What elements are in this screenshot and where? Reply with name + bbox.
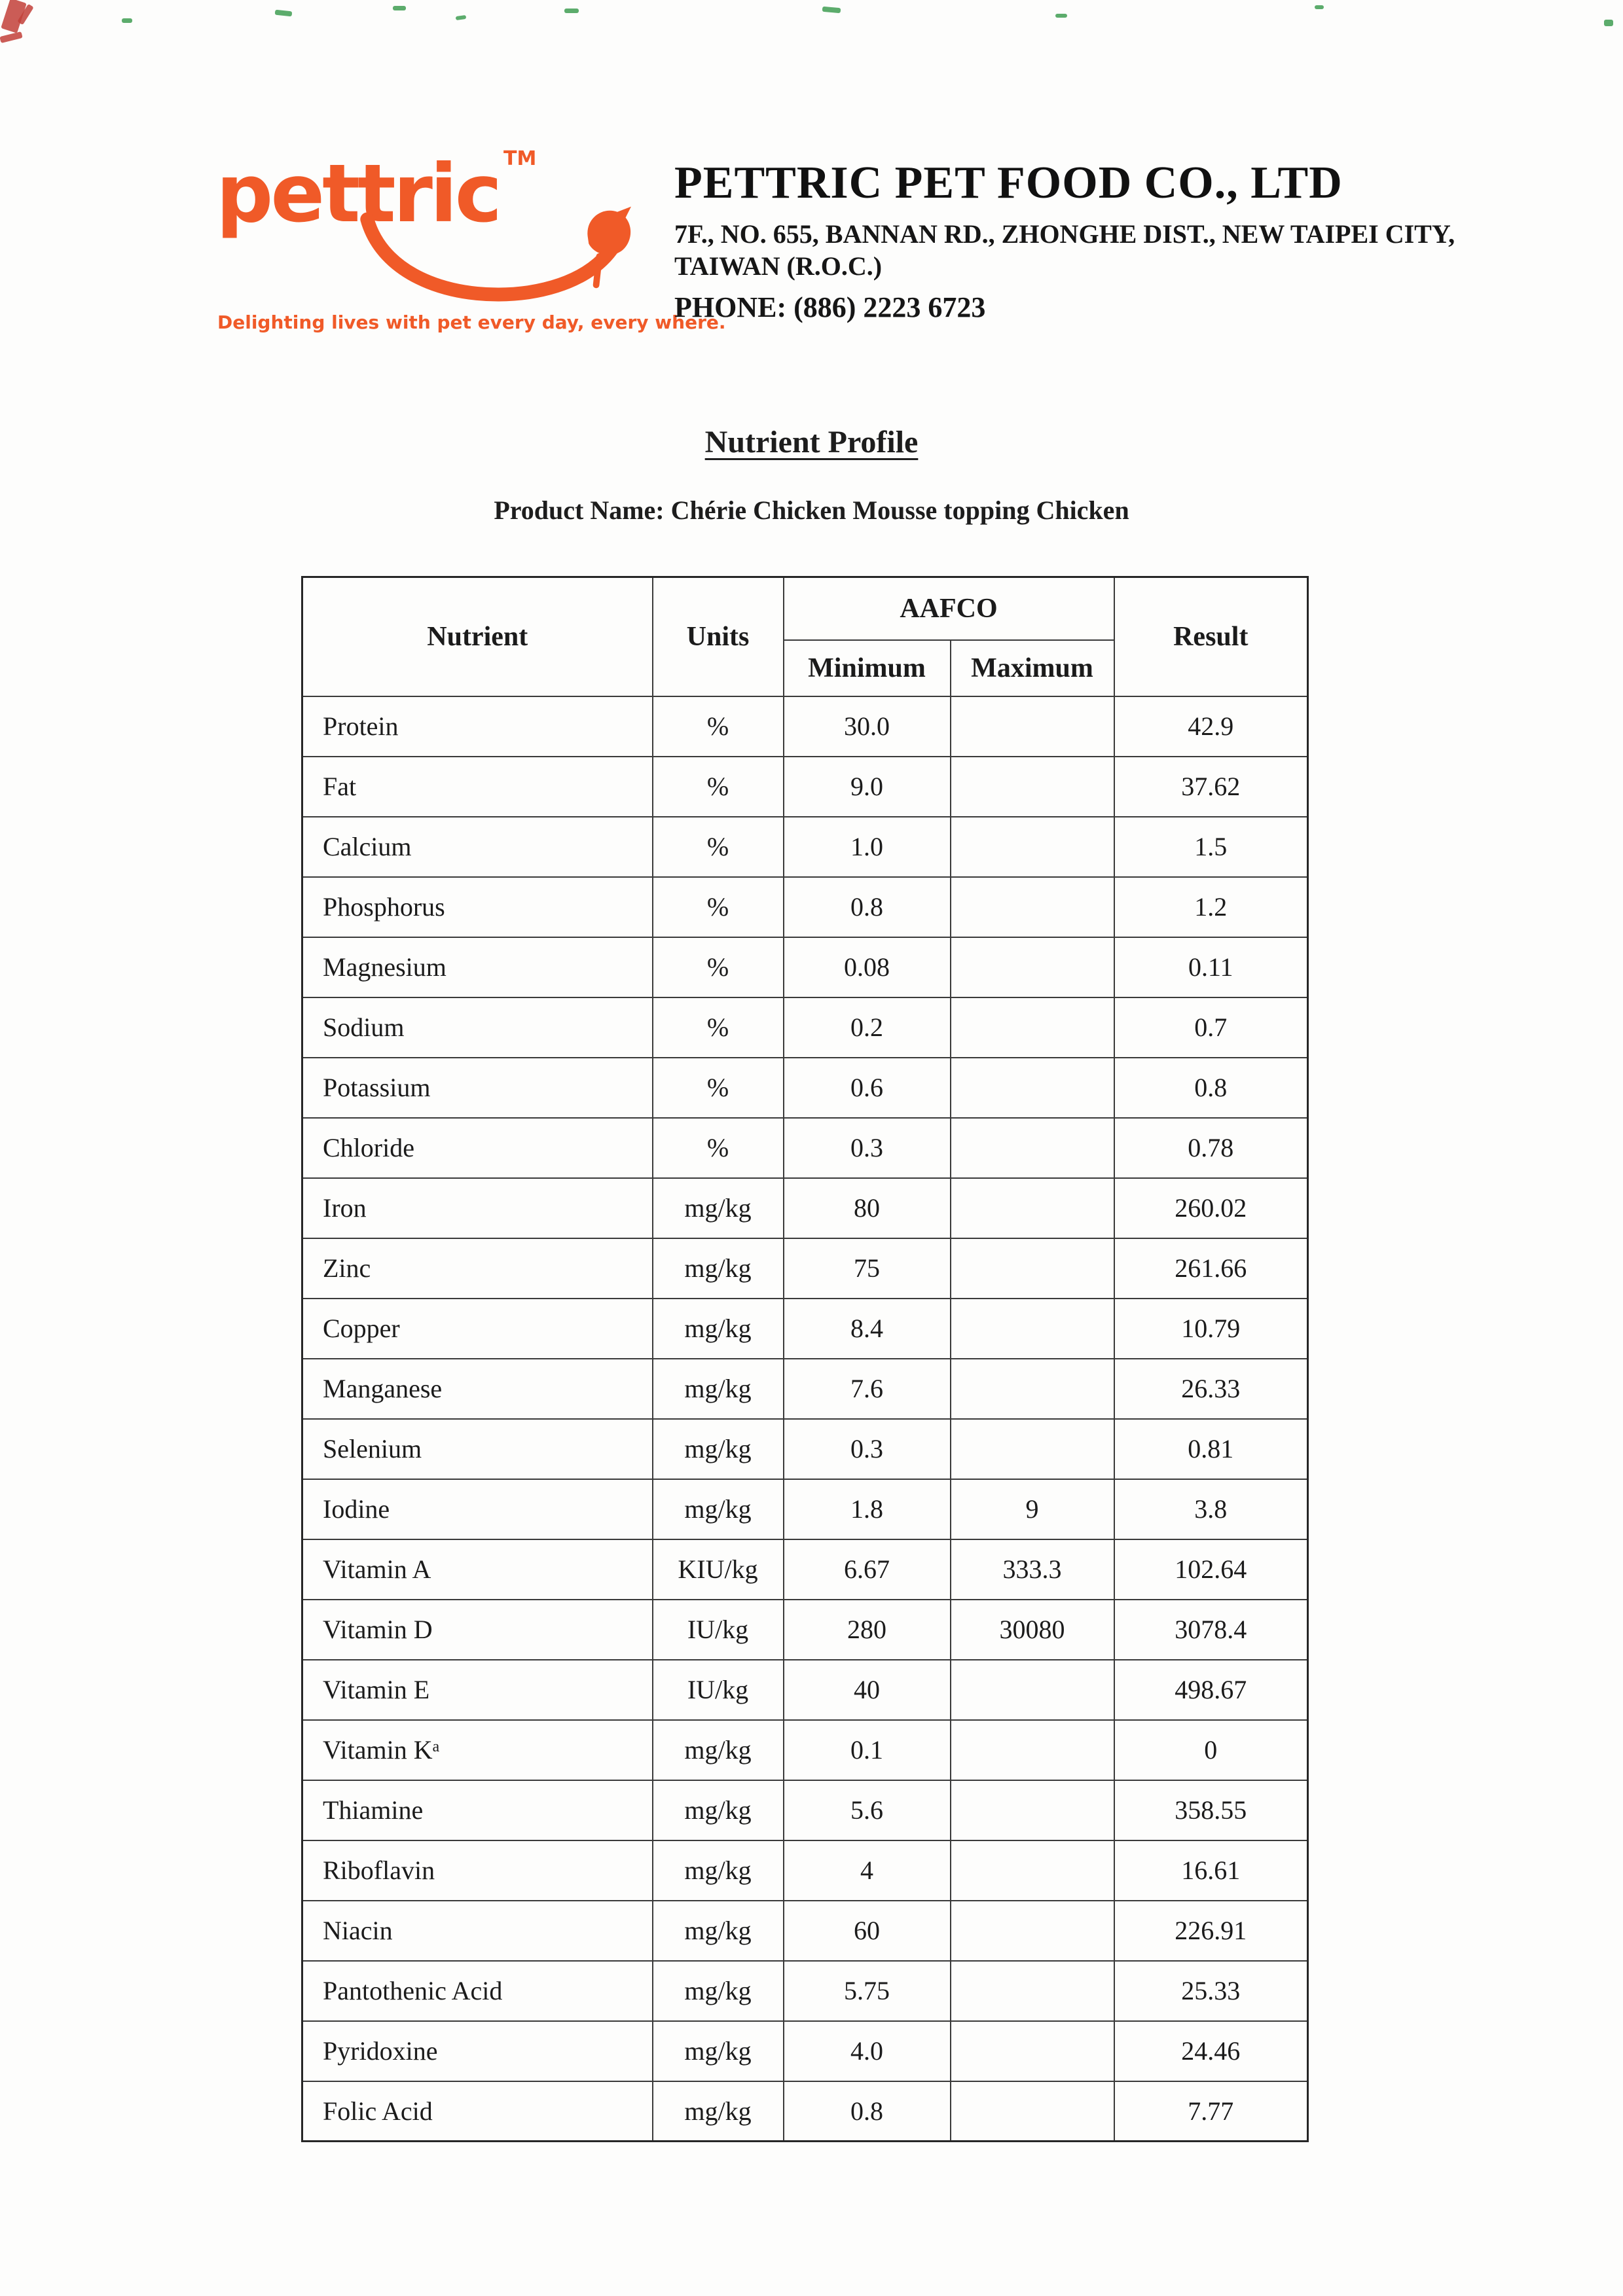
units-cell: % (653, 817, 784, 877)
document-title: Nutrient Profile (704, 425, 919, 459)
units-cell: mg/kg (653, 1479, 784, 1539)
nutrient-row (302, 1058, 1308, 1118)
header-result: Result (1114, 577, 1308, 696)
scan-artifact (1055, 14, 1067, 18)
nutrient-name-cell: Folic Acid (302, 2081, 653, 2142)
aafco-minimum-cell: 0.6 (784, 1058, 951, 1118)
scan-artifact (122, 18, 132, 23)
result-cell: 358.55 (1114, 1780, 1308, 1840)
nutrient-row (302, 1660, 1308, 1720)
units-cell: IU/kg (653, 1660, 784, 1720)
units-cell: IU/kg (653, 1600, 784, 1660)
result-cell: 102.64 (1114, 1539, 1308, 1600)
nutrient-row (302, 1479, 1308, 1539)
scan-artifact (1315, 5, 1324, 9)
aafco-minimum-cell: 0.8 (784, 2081, 951, 2142)
scan-artifact (393, 6, 406, 10)
units-cell: mg/kg (653, 1419, 784, 1479)
aafco-maximum-cell (951, 1961, 1114, 2021)
nutrient-table (301, 576, 1309, 2142)
aafco-maximum-cell (951, 1178, 1114, 1238)
units-cell: mg/kg (653, 2021, 784, 2081)
aafco-maximum-cell (951, 1058, 1114, 1118)
aafco-maximum-cell (951, 1299, 1114, 1359)
result-cell: 3.8 (1114, 1479, 1308, 1539)
aafco-maximum-cell (951, 1419, 1114, 1479)
aafco-minimum-cell: 80 (784, 1178, 951, 1238)
aafco-maximum-cell (951, 817, 1114, 877)
nutrient-name-cell: Copper (302, 1299, 653, 1359)
aafco-maximum-cell (951, 1359, 1114, 1419)
units-cell: % (653, 757, 784, 817)
nutrient-name-cell: Potassium (302, 1058, 653, 1118)
nutrient-name-cell: Phosphorus (302, 877, 653, 937)
aafco-maximum-cell (951, 1901, 1114, 1961)
header-minimum: Minimum (784, 640, 951, 696)
scan-artifact (564, 9, 579, 13)
nutrient-row (302, 997, 1308, 1058)
aafco-maximum-cell (951, 1780, 1114, 1840)
aafco-maximum-cell (951, 696, 1114, 757)
nutrient-row (302, 1299, 1308, 1359)
result-cell: 10.79 (1114, 1299, 1308, 1359)
units-cell: % (653, 1058, 784, 1118)
nutrient-table-body (302, 696, 1308, 2142)
bird-swoosh-icon (357, 206, 638, 317)
nutrient-name-cell: Vitamin Kᵃ (302, 1720, 653, 1780)
result-cell: 1.5 (1114, 817, 1308, 877)
aafco-maximum-cell (951, 1660, 1114, 1720)
nutrient-row (302, 757, 1308, 817)
result-cell: 0.7 (1114, 997, 1308, 1058)
aafco-maximum-cell (951, 2081, 1114, 2142)
result-cell: 226.91 (1114, 1901, 1308, 1961)
units-cell: mg/kg (653, 1238, 784, 1299)
aafco-minimum-cell: 40 (784, 1660, 951, 1720)
company-address (674, 219, 1499, 283)
result-cell: 0.8 (1114, 1058, 1308, 1118)
aafco-minimum-cell: 0.3 (784, 1419, 951, 1479)
aafco-minimum-cell: 1.8 (784, 1479, 951, 1539)
aafco-maximum-cell: 30080 (951, 1600, 1114, 1660)
units-cell: mg/kg (653, 2081, 784, 2142)
units-cell: mg/kg (653, 1299, 784, 1359)
aafco-maximum-cell: 9 (951, 1479, 1114, 1539)
aafco-maximum-cell (951, 937, 1114, 997)
aafco-maximum-cell (951, 1840, 1114, 1901)
aafco-minimum-cell: 4 (784, 1840, 951, 1901)
scan-artifact (822, 7, 841, 13)
header-units: Units (653, 577, 784, 696)
result-cell: 3078.4 (1114, 1600, 1308, 1660)
result-cell: 0.78 (1114, 1118, 1308, 1178)
units-cell: mg/kg (653, 1961, 784, 2021)
nutrient-row (302, 696, 1308, 757)
aafco-minimum-cell: 30.0 (784, 696, 951, 757)
result-cell: 0.11 (1114, 937, 1308, 997)
aafco-minimum-cell: 7.6 (784, 1359, 951, 1419)
nutrient-row (302, 1901, 1308, 1961)
aafco-maximum-cell (951, 757, 1114, 817)
aafco-minimum-cell: 280 (784, 1600, 951, 1660)
header-maximum: Maximum (951, 640, 1114, 696)
nutrient-name-cell: Vitamin E (302, 1660, 653, 1720)
result-cell: 24.46 (1114, 2021, 1308, 2081)
aafco-maximum-cell (951, 1118, 1114, 1178)
result-cell: 0 (1114, 1720, 1308, 1780)
address-line-2: TAIWAN (R.O.C.) (674, 251, 883, 281)
trademark-symbol: TM (503, 147, 537, 170)
units-cell: mg/kg (653, 1178, 784, 1238)
aafco-minimum-cell: 5.75 (784, 1961, 951, 2021)
units-cell: % (653, 997, 784, 1058)
result-cell: 0.81 (1114, 1419, 1308, 1479)
nutrient-row (302, 1178, 1308, 1238)
company-logo (216, 147, 726, 333)
aafco-minimum-cell: 9.0 (784, 757, 951, 817)
nutrient-name-cell: Pyridoxine (302, 2021, 653, 2081)
scan-artifact (0, 31, 23, 43)
company-header (674, 157, 1499, 324)
result-cell: 26.33 (1114, 1359, 1308, 1419)
nutrient-row (302, 1359, 1308, 1419)
units-cell: % (653, 877, 784, 937)
nutrient-name-cell: Riboflavin (302, 1840, 653, 1901)
aafco-maximum-cell: 333.3 (951, 1539, 1114, 1600)
logo-wordmark: pettric ™ (216, 147, 537, 240)
nutrient-name-cell: Vitamin A (302, 1539, 653, 1600)
aafco-maximum-cell (951, 2021, 1114, 2081)
company-phone: PHONE: (886) 2223 6723 (674, 291, 986, 323)
units-cell: mg/kg (653, 1901, 784, 1961)
result-cell: 25.33 (1114, 1961, 1308, 2021)
nutrient-name-cell: Pantothenic Acid (302, 1961, 653, 2021)
nutrient-name-cell: Iodine (302, 1479, 653, 1539)
result-cell: 261.66 (1114, 1238, 1308, 1299)
aafco-minimum-cell: 60 (784, 1901, 951, 1961)
units-cell: KIU/kg (653, 1539, 784, 1600)
nutrient-row (302, 1780, 1308, 1840)
nutrient-row (302, 937, 1308, 997)
aafco-maximum-cell (951, 877, 1114, 937)
nutrient-name-cell: Zinc (302, 1238, 653, 1299)
nutrient-row (302, 1600, 1308, 1660)
nutrient-row (302, 1840, 1308, 1901)
nutrient-row (302, 1961, 1308, 2021)
aafco-minimum-cell: 5.6 (784, 1780, 951, 1840)
nutrient-row (302, 1238, 1308, 1299)
aafco-minimum-cell: 0.08 (784, 937, 951, 997)
nutrient-name-cell: Sodium (302, 997, 653, 1058)
result-cell: 37.62 (1114, 757, 1308, 817)
nutrient-name-cell: Protein (302, 696, 653, 757)
aafco-minimum-cell: 1.0 (784, 817, 951, 877)
units-cell: % (653, 696, 784, 757)
result-cell: 498.67 (1114, 1660, 1308, 1720)
result-cell: 260.02 (1114, 1178, 1308, 1238)
nutrient-name-cell: Vitamin D (302, 1600, 653, 1660)
nutrient-name-cell: Niacin (302, 1901, 653, 1961)
units-cell: mg/kg (653, 1359, 784, 1419)
nutrient-name-cell: Chloride (302, 1118, 653, 1178)
nutrient-row (302, 2081, 1308, 2142)
aafco-maximum-cell (951, 997, 1114, 1058)
aafco-maximum-cell (951, 1238, 1114, 1299)
address-line-1: 7F., NO. 655, BANNAN RD., ZHONGHE DIST., NEW TAIPEI CITY, (674, 219, 1455, 249)
nutrient-name-cell: Iron (302, 1178, 653, 1238)
nutrient-row (302, 1539, 1308, 1600)
nutrient-row (302, 2021, 1308, 2081)
units-cell: mg/kg (653, 1720, 784, 1780)
scan-artifact (1604, 20, 1613, 26)
aafco-minimum-cell: 6.67 (784, 1539, 951, 1600)
logo-tagline: Delighting lives with pet every day, every where. (217, 312, 726, 333)
aafco-maximum-cell (951, 1720, 1114, 1780)
product-name-line: Product Name: Chérie Chicken Mousse topping Chicken (494, 495, 1129, 525)
aafco-minimum-cell: 4.0 (784, 2021, 951, 2081)
scan-artifact (456, 15, 467, 20)
aafco-minimum-cell: 75 (784, 1238, 951, 1299)
units-cell: % (653, 1118, 784, 1178)
aafco-minimum-cell: 0.1 (784, 1720, 951, 1780)
nutrient-name-cell: Manganese (302, 1359, 653, 1419)
nutrient-row (302, 1419, 1308, 1479)
nutrient-table-container (301, 576, 1309, 2142)
aafco-minimum-cell: 0.2 (784, 997, 951, 1058)
nutrient-row (302, 1118, 1308, 1178)
result-cell: 16.61 (1114, 1840, 1308, 1901)
scan-artifact (275, 10, 293, 17)
company-name: PETTRIC PET FOOD CO., LTD (674, 158, 1343, 208)
units-cell: mg/kg (653, 1780, 784, 1840)
result-cell: 1.2 (1114, 877, 1308, 937)
result-cell: 7.77 (1114, 2081, 1308, 2142)
nutrient-row (302, 817, 1308, 877)
units-cell: mg/kg (653, 1840, 784, 1901)
header-nutrient: Nutrient (302, 577, 653, 696)
nutrient-name-cell: Fat (302, 757, 653, 817)
aafco-minimum-cell: 8.4 (784, 1299, 951, 1359)
nutrient-name-cell: Thiamine (302, 1780, 653, 1840)
aafco-minimum-cell: 0.3 (784, 1118, 951, 1178)
nutrient-row (302, 1720, 1308, 1780)
nutrient-name-cell: Magnesium (302, 937, 653, 997)
header-aafco: AAFCO (784, 577, 1114, 640)
units-cell: % (653, 937, 784, 997)
aafco-minimum-cell: 0.8 (784, 877, 951, 937)
nutrient-name-cell: Selenium (302, 1419, 653, 1479)
result-cell: 42.9 (1114, 696, 1308, 757)
nutrient-row (302, 877, 1308, 937)
nutrient-name-cell: Calcium (302, 817, 653, 877)
